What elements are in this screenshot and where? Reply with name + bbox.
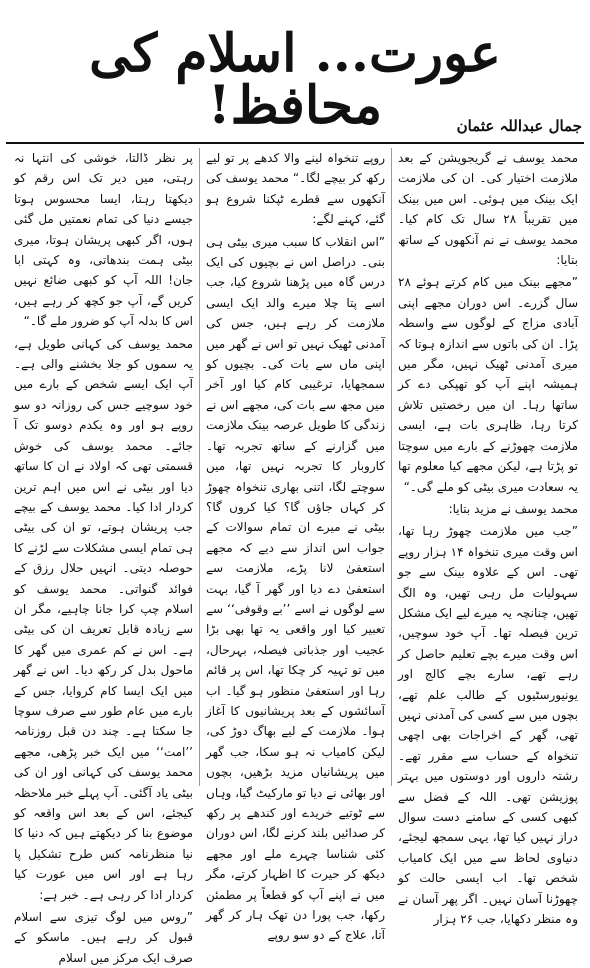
article-columns (6, 148, 584, 965)
header-divider (6, 142, 584, 144)
article-paragraph: محمد یوسف کی کہانی طویل ہے، یہ سموں کو جلا بخشنے والی ہے۔ آپ ایک ایسے شخص کے بارے میں خود سوچیے جس کی روزانہ دو سو روپے ہو اور وہ یکدم دوسو تک آ جائے۔ محمد یوسف کی خوش قسمتی تھی کہ اولاد نے ان کا ساتھ دیا اور بیٹی نے اس میں اہم ترین کردار ادا کیا۔ محمد یوسف کے بیچے جب پریشان ہوتے، تو ان کی بیٹی ہی تمام ایسی مشکلات سے لڑنے کا حوصلہ دیتی۔ انہیں حلال رزق کے فوائد گنواتی۔ محمد یوسف کو اسلام چپ کرا جانا چاہیے، مگر ان سے زیادہ قابل تعریف ان کی بیٹی ہے۔ اس نے کم عمری میں گھر کا ماحول بدل کر رکھ دیا۔ اس نے گھر میں ایک ایسا کام کروایا، جس کے بارے میں عام طور سے صرف سوچا جا سکتا ہے۔ چند دن قبل روزنامہ ’’امت‘‘ میں ایک خبر پڑھی، مجھے محمد یوسف کی کہانی اور ان کی بیٹی یاد آگئی۔ آپ پہلے خبر ملاحظہ کیجئے، اس کے بعد اس واقعہ کو موضوع بنا کر دیکھتے ہیں کہ دنیا کا نیا منظرنامہ کس طرح تشکیل پا رہا ہے اور اس میں عورت کیا کردار ادا کر رہی ہے۔ خبر ہے: (14, 336, 193, 902)
article-paragraph: ”روس میں لوگ تیزی سے اسلام قبول کر رہے ہیں۔ ماسکو کے صرف ایک مرکز میں اسلام (14, 910, 193, 965)
article-paragraph: روپے تنخواہ لینے والا کدھے پر تو لیے رکھ کر بیچے لگا۔“ محمد یوسف کی آنکھوں سے قطرے ٹپکنا شروع ہو گئے، کہنے لگے: (206, 151, 385, 227)
article-paragraph: پر نظر ڈالتا، خوشی کی انتہا نہ رہتی، میں دیر تک اس رقم کو دیکھتا رہتا، ایسا محسوس ہوتا جیسے دنیا کی تمام نعمتیں مل گئی ہوں، اگر کبھی پریشان ہوتا، میری بیٹی ہمت بندھاتی، وہ کہتی ابا جان! اللہ آپ کو کبھی ضائع نہیں کریں گے، آپ جو کچھ کر رہے ہیں، اس کا بدلہ آپ کو ضرور ملے گا۔“ (14, 151, 193, 329)
article-column-3 (8, 148, 200, 965)
article-headline: عورت... اسلام کی محافظ! (89, 23, 501, 136)
article-column-2 (200, 148, 392, 943)
article-paragraph: محمد یوسف نے گریجویشن کے بعد ملازمت اختیار کی۔ ان کی ملازمت ایک بینک میں ہوئی۔ اس میں بینک میں تقریباً ۲۸ سال تک کام کیا۔ محمد یوسف نے نم آنکھوں کے ساتھ بتایا: (398, 151, 578, 268)
article-paragraph: ”مجھے بینک میں کام کرتے ہوئے ۲۸ سال گزرے۔ اس دوران مجھے اپنی آبادی مزاج کے لوگوں سے واسطہ پڑا۔ ان کی باتوں سے اندازہ ہوتا کہ میری آمدنی ٹھیک نہیں، مگر میں ہمیشہ اپنے آپ کو تھپکی دے کر ساتھا رہا۔ ان میں رخصتیں تلاش کرتا رہا، ظاہری بات ہے، ایسی ملازمت چھوڑنے کے بارے میں سوچتا تو پڑتا ہے، لیکن مجھے کیا معلوم تھا یہ سعادت میری بیٹی کو ملے گی۔“ (398, 275, 578, 494)
article-paragraph: محمد یوسف نے مزید بتایا: (448, 501, 578, 516)
article-paragraph: ”جب میں ملازمت چھوڑ رہا تھا، اس وقت میری تنخواہ ۱۴ ہزار روپے تھی۔ اس کے علاوہ بینک سے جو سہولیات مل رہی تھیں، وہ الگ تھیں، چنانچہ یہ میرے لیے ایک مشکل ترین فیصلہ تھا۔ آپ خود سوچیں، اس وقت میرے بچے تعلیم حاصل کر رہے تھے، سارے بچے کالج اور یونیورسٹیوں کے طالب علم تھے، بچوں میں سے کسی کی آمدنی نہیں تھی، گھر کے اخراجات بھی اچھی تنخواہ کے حساب سے مقرر تھے۔ رشتہ داروں اور دوستوں میں بہتر پوزیشن تھی۔ اللہ کے فضل سے کبھی کسی کے سامنے دست سوال دراز نہیں کیا تھا، یہی سمجھ لیجئے، دنیاوی لحاظ سے میں ایک کامیاب شخص تھا۔ اب ایسی حالت کو چھوڑنا آسان نہیں۔ اگر پھر آسان نے وہ منظر دکھایا، جب ۲۶ ہزار (398, 524, 578, 927)
article-byline: جمال عبداللہ عثمان (456, 117, 582, 135)
article-column-1 (392, 148, 584, 927)
article-paragraph: ”اس انقلاب کا سبب میری بیٹی ہی بنی۔ دراصل اس نے بچیوں کی ایک درس گاہ میں پڑھنا شروع کیا، جب اسے پتا چلا میرے والد ایک ایسی ملازمت کر رہے ہیں، جس کی آمدنی ٹھیک نہیں تو اس نے گھر میں اپنی ماں سے بات کی۔ بچیوں کو سمجھایا، ترغیبی کام کیا اور آخر میں مجھ سے بات کی، مجھے اس نے زندگی کا طویل عرصہ بینک ملازمت میں گزارنے کے ساتھ تجربہ تھا۔ کاروبار کا تجربہ نہیں تھا، میں سوچتے لگا، اتنی بھاری تنخواہ چھوڑ کر کہاں جاؤں گا؟ کیا کروں گا؟ بیٹی نے میرے ان تمام سوالات کے جواب اس انداز سے دیے کہ مجھے استعفیٰ لانا پڑے، ملازمت سے استعفیٰ دے دیا اور گھر آ گیا، بہت سے لوگوں نے اسے ’’بے وقوفی‘‘ سے تعبیر کیا اور واقعی یہ تھا بھی بڑا عجیب اور جذباتی فیصلہ، بہرحال، میں تو تہیہ کر چکا تھا، اس پر قائم رہا اور استعفیٰ منظور ہو گیا۔ اب آسائشوں کے بعد پریشانیوں کا آغاز ہوا۔ ملازمت کے لیے بھاگ دوڑ کی، لیکن کامیاب نہ ہو سکا، جب گھر میں پریشانیاں مزید بڑھیں، بچوں اور بھائی نے دیا تو مارکیٹ گیا، وہاں سے ٹوتیے خریدے اور کندھے پر رکھ کر صدائیں بلند کرنے لگا، اس دوران کئی شناسا چہرے ملے اور مجھے دیکھ کر حیرت کا اظہار کرتے، مگر میں نے اپنے آپ کو قطعاً پر مطمئن رکھا، جب پورا دن تھک ہار کر گھر آتا، علاج کے دو سو روپے (206, 234, 385, 943)
